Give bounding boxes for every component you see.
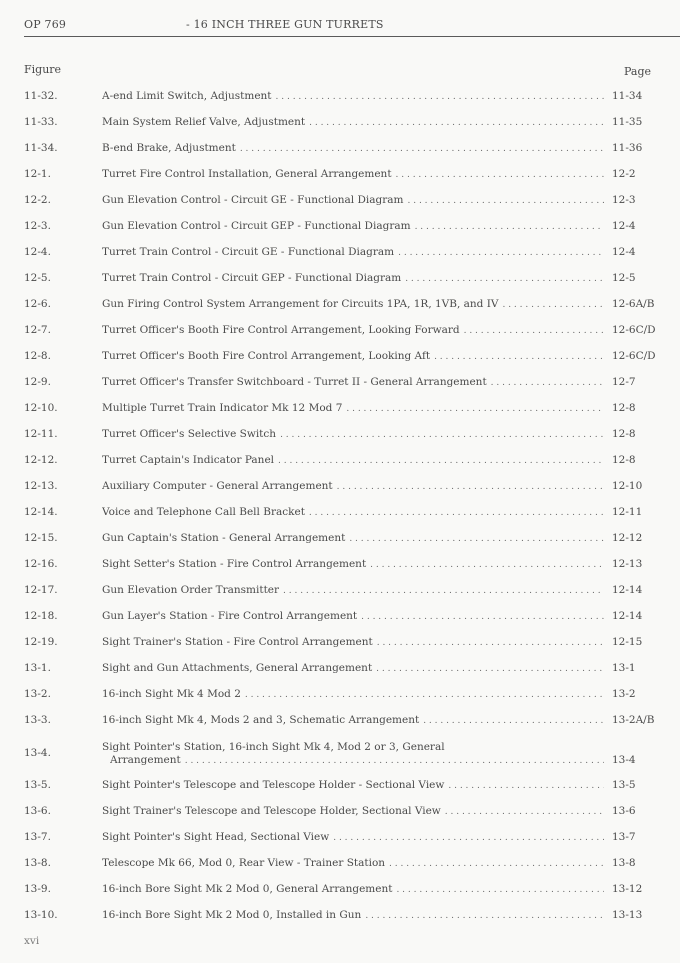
figure-title-wrap <box>102 857 604 871</box>
dot-leader <box>346 403 604 416</box>
figure-title-wrap <box>102 324 604 338</box>
figure-number: 13-7. <box>24 831 51 843</box>
figure-title: 16-inch Bore Sight Mk 2 Mod 0, Installed in Gun <box>102 909 362 921</box>
figure-title-wrap <box>102 831 604 845</box>
figure-title-wrap <box>102 883 604 897</box>
figure-title-wrap <box>102 714 604 728</box>
page-folio: xvi <box>24 935 40 947</box>
figure-title-wrap <box>102 454 604 468</box>
dot-leader <box>389 858 604 871</box>
figure-number: 12-14. <box>24 506 58 518</box>
figure-number: 12-8. <box>24 350 51 362</box>
figure-title: Sight Setter's Station - Fire Control Arrangement <box>102 558 367 570</box>
page-column-heading: Page <box>624 65 652 78</box>
figure-number: 11-34. <box>24 142 58 154</box>
figure-column-heading: Figure <box>24 63 62 76</box>
figure-title: Voice and Telephone Call Bell Bracket <box>102 506 305 518</box>
figure-title: 16-inch Bore Sight Mk 2 Mod 0, General Arrangement <box>102 883 393 895</box>
figure-title: Gun Elevation Order Transmitter <box>102 584 280 596</box>
figure-title-wrap <box>102 350 604 364</box>
figure-title-wrap <box>102 194 604 208</box>
dot-leader <box>415 221 604 234</box>
figure-title: Auxiliary Computer - General Arrangement <box>102 480 333 492</box>
page-reference: 11-36 <box>612 142 643 154</box>
dot-leader <box>405 273 604 286</box>
figure-title: B-end Brake, Adjustment <box>102 142 236 154</box>
page-reference: 12-3 <box>612 194 636 206</box>
dot-leader <box>280 429 604 442</box>
page-reference: 13-8 <box>612 857 636 869</box>
dot-leader <box>185 755 604 768</box>
page-reference: 12-6C/D <box>612 324 656 336</box>
figure-title-wrap <box>102 805 604 819</box>
figure-title-wrap <box>102 688 604 702</box>
page-reference: 12-15 <box>612 636 643 648</box>
dot-leader <box>445 806 604 819</box>
dot-leader <box>309 117 604 130</box>
figure-number: 13-1. <box>24 662 51 674</box>
figure-number: 13-10. <box>24 909 58 921</box>
page-reference: 12-8 <box>612 454 636 466</box>
figure-number: 13-8. <box>24 857 51 869</box>
figure-number: 12-17. <box>24 584 58 596</box>
dot-leader <box>370 559 604 572</box>
dot-leader <box>502 299 604 312</box>
dot-leader <box>464 325 604 338</box>
dot-leader <box>283 585 604 598</box>
running-header <box>24 14 680 37</box>
page-reference: 13-1 <box>612 662 636 674</box>
page-reference: 13-7 <box>612 831 636 843</box>
figure-title-wrap <box>102 610 604 624</box>
figure-number: 12-12. <box>24 454 58 466</box>
dot-leader <box>240 143 604 156</box>
figure-number: 12-16. <box>24 558 58 570</box>
figure-number: 13-6. <box>24 805 51 817</box>
figure-title-wrap <box>102 480 604 494</box>
page-reference: 13-12 <box>612 883 643 895</box>
dot-leader <box>491 377 604 390</box>
figure-title-wrap <box>102 532 604 546</box>
figure-title: Turret Officer's Transfer Switchboard - Turret II - General Arrangement <box>102 376 487 388</box>
figure-number: 12-4. <box>24 246 51 258</box>
figure-title-wrap <box>102 168 604 182</box>
figure-number: 13-9. <box>24 883 51 895</box>
figure-title: A-end Limit Switch, Adjustment <box>102 90 272 102</box>
dot-leader <box>377 637 604 650</box>
figure-number: 12-15. <box>24 532 58 544</box>
dot-leader <box>423 715 604 728</box>
dot-leader <box>333 832 604 845</box>
document-title: - 16 INCH THREE GUN TURRETS <box>186 18 384 31</box>
figure-number: 12-13. <box>24 480 58 492</box>
figure-number: 12-5. <box>24 272 51 284</box>
figure-title-wrap <box>110 754 604 768</box>
page-reference: 13-6 <box>612 805 636 817</box>
figure-title: Turret Train Control - Circuit GE - Functional Diagram <box>102 246 395 258</box>
figure-title-wrap <box>102 142 604 156</box>
figure-number: 13-2. <box>24 688 51 700</box>
dot-leader <box>434 351 604 364</box>
figure-number: 13-3. <box>24 714 51 726</box>
figure-number: 12-3. <box>24 220 51 232</box>
figure-title-line1: Sight Pointer's Station, 16-inch Sight Mk 4, Mod 2 or 3, General <box>102 741 445 753</box>
figure-number: 12-6. <box>24 298 51 310</box>
page-reference: 12-13 <box>612 558 643 570</box>
dot-leader <box>245 689 604 702</box>
figure-title: Arrangement <box>110 754 181 766</box>
figure-title-wrap <box>102 506 604 520</box>
figure-title: Sight Pointer's Telescope and Telescope Holder - Sectional View <box>102 779 445 791</box>
figure-title: Turret Officer's Booth Fire Control Arrangement, Looking Forward <box>102 324 460 336</box>
figure-title-wrap <box>102 402 604 416</box>
figure-title-wrap <box>102 779 604 793</box>
figure-title: Multiple Turret Train Indicator Mk 12 Mod 7 <box>102 402 343 414</box>
dot-leader <box>396 884 604 897</box>
figure-title-wrap <box>102 116 604 130</box>
dot-leader <box>278 455 604 468</box>
page-reference: 11-35 <box>612 116 643 128</box>
figure-number: 12-18. <box>24 610 58 622</box>
page-reference: 12-4 <box>612 246 636 258</box>
figure-title-wrap <box>102 376 604 390</box>
figure-number: 12-9. <box>24 376 51 388</box>
page-reference: 12-10 <box>612 480 643 492</box>
figure-title-wrap <box>102 662 604 676</box>
page-reference: 13-2A/B <box>612 714 655 726</box>
figure-title-wrap <box>102 246 604 260</box>
page-reference: 12-11 <box>612 506 643 518</box>
dot-leader <box>398 247 604 260</box>
figure-title: Gun Layer's Station - Fire Control Arrangement <box>102 610 358 622</box>
figure-number: 12-1. <box>24 168 51 180</box>
dot-leader <box>396 169 604 182</box>
dot-leader <box>276 91 604 104</box>
figure-number: 12-19. <box>24 636 58 648</box>
figure-title-wrap <box>102 272 604 286</box>
dot-leader <box>349 533 604 546</box>
figure-title-wrap <box>102 909 604 923</box>
figure-title-wrap <box>102 558 604 572</box>
figure-title: Gun Captain's Station - General Arrangement <box>102 532 346 544</box>
page-reference: 12-8 <box>612 428 636 440</box>
figure-number: 12-2. <box>24 194 51 206</box>
figure-title: Turret Train Control - Circuit GEP - Functional Diagram <box>102 272 402 284</box>
figure-title: Sight Pointer's Sight Head, Sectional View <box>102 831 330 843</box>
figure-title: Sight Trainer's Telescope and Telescope Holder, Sectional View <box>102 805 441 817</box>
page-reference: 13-4 <box>612 754 636 766</box>
document-id: OP 769 <box>24 18 67 31</box>
figure-number: 11-33. <box>24 116 58 128</box>
figure-title: Sight Trainer's Station - Fire Control Arrangement <box>102 636 373 648</box>
page-reference: 13-2 <box>612 688 636 700</box>
figure-title: Gun Elevation Control - Circuit GEP - Functional Diagram <box>102 220 411 232</box>
dot-leader <box>337 481 604 494</box>
figure-number: 12-11. <box>24 428 58 440</box>
figure-number: 13-4. <box>24 747 51 759</box>
page-reference: 11-34 <box>612 90 643 102</box>
figure-number: 13-5. <box>24 779 51 791</box>
figure-title: Telescope Mk 66, Mod 0, Rear View - Trainer Station <box>102 857 386 869</box>
figure-title: Turret Fire Control Installation, General Arrangement <box>102 168 392 180</box>
dot-leader <box>376 663 604 676</box>
figure-title: Turret Captain's Indicator Panel <box>102 454 275 466</box>
figure-title-wrap <box>102 298 604 312</box>
page-reference: 12-8 <box>612 402 636 414</box>
figure-title: Turret Officer's Booth Fire Control Arrangement, Looking Aft <box>102 350 431 362</box>
figure-number: 12-10. <box>24 402 58 414</box>
page-reference: 12-6A/B <box>612 298 655 310</box>
figure-title: Gun Firing Control System Arrangement for Circuits 1PA, 1R, 1VB, and IV <box>102 298 499 310</box>
figure-title-wrap <box>102 636 604 650</box>
figure-title-wrap <box>102 584 604 598</box>
figure-title: Main System Relief Valve, Adjustment <box>102 116 306 128</box>
dot-leader <box>365 910 604 923</box>
figure-title: 16-inch Sight Mk 4, Mods 2 and 3, Schematic Arrangement <box>102 714 420 726</box>
figure-title-wrap <box>102 90 604 104</box>
page-reference: 13-13 <box>612 909 643 921</box>
figure-number: 12-7. <box>24 324 51 336</box>
dot-leader <box>408 195 605 208</box>
figure-title: Turret Officer's Selective Switch <box>102 428 277 440</box>
page-reference: 12-7 <box>612 376 636 388</box>
page-reference: 13-5 <box>612 779 636 791</box>
dot-leader <box>309 507 604 520</box>
figure-title-wrap <box>102 428 604 442</box>
page-reference: 12-6C/D <box>612 350 656 362</box>
figure-number: 11-32. <box>24 90 58 102</box>
figure-title-wrap <box>102 220 604 234</box>
page-reference: 12-4 <box>612 220 636 232</box>
dot-leader <box>361 611 604 624</box>
page-reference: 12-2 <box>612 168 636 180</box>
dot-leader <box>448 780 604 793</box>
page-reference: 12-5 <box>612 272 636 284</box>
page-reference: 12-14 <box>612 584 643 596</box>
figure-title: 16-inch Sight Mk 4 Mod 2 <box>102 688 241 700</box>
page-reference: 12-12 <box>612 532 643 544</box>
figure-title: Gun Elevation Control - Circuit GE - Functional Diagram <box>102 194 404 206</box>
page-reference: 12-14 <box>612 610 643 622</box>
figure-title: Sight and Gun Attachments, General Arrangement <box>102 662 373 674</box>
